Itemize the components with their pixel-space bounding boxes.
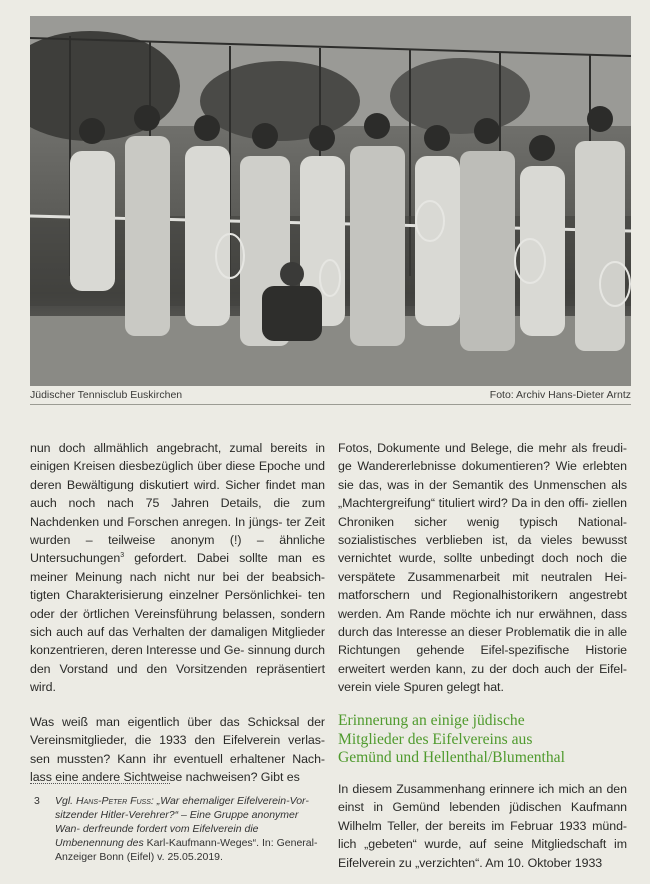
- left-paragraph-1: [30, 439, 325, 697]
- text-line: zum Nachdenken und Forschen anregen. In jüngs-: [30, 496, 325, 529]
- text-line: durch das Interesse an dieser Problematik die in: [338, 625, 605, 640]
- text-line: vernichtet wurde, sollte unbedingt doch noch die: [338, 551, 627, 566]
- text-line: sozialistisches verblieben ist, da vieles bewusst: [338, 533, 627, 548]
- text-line: gefordert. Dabei sollte man es: [134, 551, 325, 566]
- text-line: Eifelverein zu „verzichten“. Am 10. Oktober 1933: [338, 855, 603, 870]
- photo-illustration: [30, 16, 631, 386]
- footnote-line: Karl-Kaufmann-Weges“. In: General-Anzeiger Bonn (Eifel): [55, 837, 318, 864]
- text-line: Fotos, Dokumente und Belege, die mehr als freudi-: [338, 441, 627, 455]
- caption-divider: [30, 404, 631, 405]
- text-line: lass eine andere Sichtweise nachweisen? Gibt es: [30, 769, 300, 784]
- left-paragraph-2: [30, 713, 325, 787]
- footnote-number: 3: [34, 795, 40, 807]
- text-line: alle Richtungen gehende Eifel-spezifische Historie: [338, 625, 627, 658]
- text-line: den einst in Gemünd lebenden jüdischen Kaufmann: [338, 782, 627, 815]
- text-line: einigen Kreisen diesbezüglich über diese Epoche: [30, 459, 301, 474]
- text-line: Wilhelm Teller, der bereits im Februar 1933 münd-: [338, 818, 627, 833]
- right-paragraph-2: [338, 780, 627, 872]
- text-line: repräsentiert wird.: [30, 661, 325, 695]
- footnote-prefix: Vgl.: [55, 795, 74, 807]
- right-column: [338, 439, 627, 697]
- text-line: ge Wandererlebnisse dokumentieren? Wie erlebten: [338, 459, 627, 474]
- text-line: verein viele Spuren gelegt hat.: [338, 680, 504, 695]
- photo-credit: Foto: Archiv Hans-Dieter Arntz: [489, 389, 631, 401]
- text-line: findet man auch noch nach 75 Jahren Details, die: [30, 477, 325, 511]
- footnote-line: sitzender Hitler-Verehrer?“ – Eine Gruppe anonymer Wan-: [55, 809, 299, 836]
- footnote-3: [30, 794, 320, 864]
- footnote-separator: [30, 783, 170, 784]
- heading-line: Erinnerung an einige jüdische: [338, 712, 525, 729]
- text-line: tigten Charakterisierung einzelner Persönlichkei-: [30, 588, 302, 603]
- text-line: werden. Am Rande möchte ich nur erwähnen, dass: [338, 606, 627, 621]
- photo-caption: Jüdischer Tennisclub Euskirchen: [30, 389, 183, 401]
- heading-line: Mitglieder des Eifelvereins aus: [338, 730, 533, 748]
- footnote-line: derfreunde fordert vom Eifelverein die Umbenennung des: [55, 823, 259, 850]
- heading-line: Gemünd und Hellenthal/Blumenthal: [338, 749, 565, 766]
- text-line: Untersuchungen: [30, 551, 121, 566]
- right-column-lower: [338, 780, 627, 872]
- footnote-text: [55, 794, 320, 864]
- text-line: ter Zeit wurden – teilweise anonym (!) – ähnliche: [30, 514, 325, 548]
- text-line: verspätete Zusammenarbeit mit neutralen Hei-: [338, 569, 627, 584]
- right-paragraph-1: [338, 439, 627, 697]
- text-line: lich „gebeten“ wurde, auf seine Mitgliedschaft im: [338, 837, 627, 852]
- text-line: erweitert werden kann, zu der doch auch der Eifel-: [338, 661, 627, 676]
- tennis-club-photo: [30, 16, 631, 386]
- text-line: ziellen Chroniken sicher wenig typisch National-: [338, 496, 627, 529]
- text-line: sie das, was in der Semantik des Unmenschen als: [338, 477, 627, 492]
- text-line: In diesem Zusammenhang erinnere ich mich an: [338, 782, 603, 796]
- text-line: sondern sich auch auf das Verhalten der damaligen: [30, 606, 325, 640]
- footnote-reference[interactable]: 3: [120, 552, 125, 560]
- text-line: „Machtergreifung“ tituliert wird? Da in den offi-: [338, 496, 589, 511]
- text-line: sinnung durch den Vorstand und den Vorsitzenden: [30, 643, 325, 676]
- text-line: Mitglieder konzentrieren, deren Interesse und Ge-: [30, 625, 325, 658]
- text-line: matforschern und Regionalhistorikern angestrebt: [338, 588, 627, 603]
- footnote-author: Hans-Peter Fuss: [76, 795, 151, 807]
- left-column: [30, 439, 325, 786]
- text-line: Was weiß man eigentlich über das Schicksal der: [30, 714, 325, 729]
- text-line: und deren Bewältigung diskutiert wird. Sicher: [30, 459, 325, 492]
- text-line: sen mussten? Kann ihr eventuell erhaltener Nach-: [30, 751, 325, 766]
- text-line: nun doch allmählich angebracht, zumal bereits in: [30, 441, 325, 455]
- footnote-line: : „War ehemaliger Eifelverein-Vor-: [150, 795, 309, 807]
- section-heading: [338, 712, 633, 768]
- text-line: ten oder der örtlichen Vereinsführung belassen,: [30, 588, 325, 621]
- text-line: Vereinsmitglieder, die 1933 den Eifelverein verlas-: [30, 733, 325, 748]
- footnote-line: v. 25.05.2019.: [157, 851, 223, 864]
- text-line: meiner Meinung nach nicht nur bei der beabsich-: [30, 569, 325, 584]
